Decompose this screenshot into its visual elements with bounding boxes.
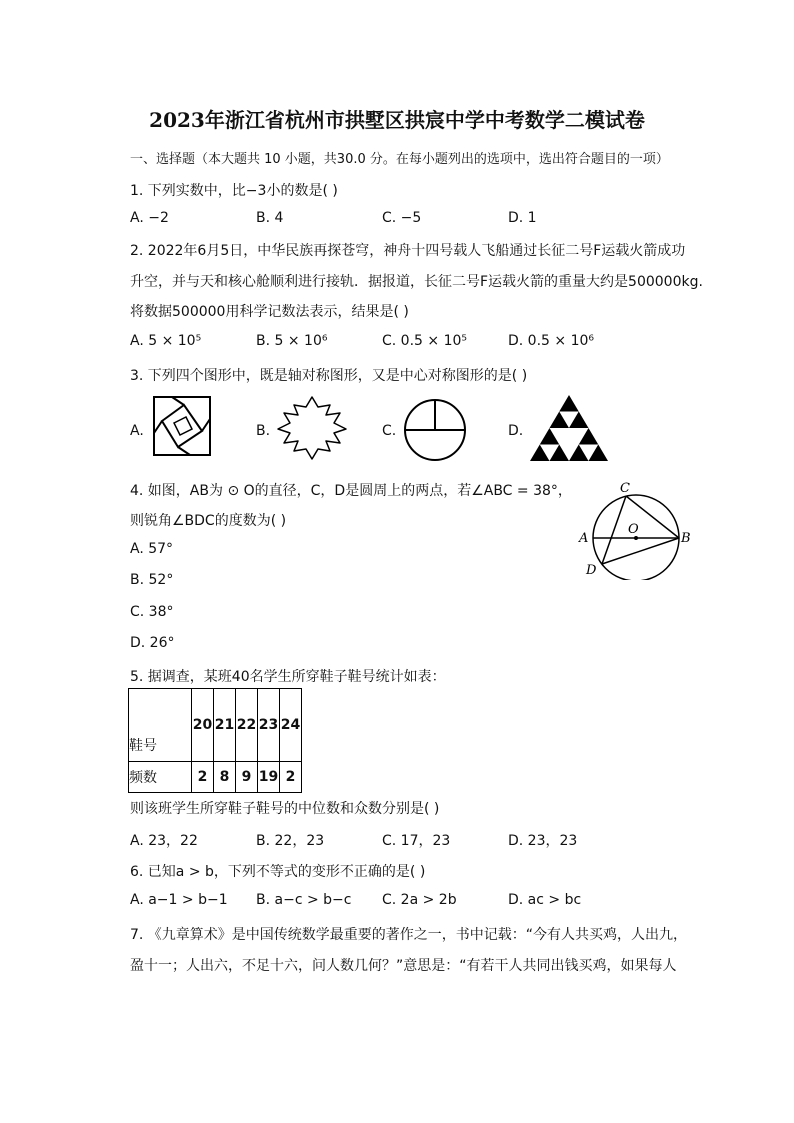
q1-option-d[interactable]: D. 1 — [508, 210, 537, 226]
table-row — [129, 762, 302, 793]
q6-option-c[interactable]: C. 2a > 2b — [382, 892, 457, 908]
label-o: O — [628, 522, 639, 537]
table-row — [129, 689, 302, 762]
q4-option-c[interactable]: C. 38° — [130, 604, 174, 620]
q3-option-a[interactable]: A. — [130, 423, 144, 439]
table-cell: 2 — [280, 762, 302, 793]
q5-option-d[interactable]: D. 23，23 — [508, 833, 578, 849]
q3-option-c[interactable]: C. — [382, 423, 397, 439]
table-cell: 2 — [192, 762, 214, 793]
table-cell: 9 — [236, 762, 258, 793]
q2-option-a[interactable]: A. 5 × 10⁵ — [130, 333, 202, 349]
q3-option-d[interactable]: D. — [508, 423, 524, 439]
label-c: C — [620, 481, 630, 496]
table-cell: 19 — [258, 762, 280, 793]
q1-option-c[interactable]: C. −5 — [382, 210, 422, 226]
question-3-stem: 3. 下列四个图形中，既是轴对称图形，又是中心对称图形的是( ) — [130, 368, 528, 384]
q6-option-a[interactable]: A. a−1 > b−1 — [130, 892, 228, 908]
q6-option-d[interactable]: D. ac > bc — [508, 892, 582, 908]
table-row-label: 频数 — [129, 762, 192, 793]
table-cell: 8 — [214, 762, 236, 793]
figure-d-sierpinski-triangle — [528, 393, 610, 463]
q3-option-b[interactable]: B. — [256, 423, 271, 439]
question-2-line-3: 将数据500000用科学记数法表示，结果是( ) — [130, 304, 409, 320]
table-cell: 21 — [214, 689, 236, 762]
q4-option-d[interactable]: D. 26° — [130, 635, 175, 651]
table-cell: 22 — [236, 689, 258, 762]
question-7-line-2: 盈十一；人出六，不足十六，问人数几何？”意思是：“有若干人共同出钱买鸡，如果每人 — [130, 958, 677, 974]
table-cell: 24 — [280, 689, 302, 762]
q6-option-b[interactable]: B. a−c > b−c — [256, 892, 352, 908]
figure-b-koch-snowflake — [274, 393, 350, 463]
figure-a-square-pinwheel — [150, 393, 214, 459]
q5-option-a[interactable]: A. 23，22 — [130, 833, 198, 849]
page-title: 2023年浙江省杭州市拱墅区拱宸中学中考数学二模试卷 — [149, 108, 645, 132]
q1-option-a[interactable]: A. −2 — [130, 210, 169, 226]
question-5-prompt: 则该班学生所穿鞋子鞋号的中位数和众数分别是( ) — [130, 801, 440, 817]
label-a: A — [579, 531, 589, 546]
q5-option-b[interactable]: B. 22，23 — [256, 833, 325, 849]
table-row-label: 鞋号 — [129, 689, 192, 762]
question-4-line-2: 则锐角∠BDC的度数为( ) — [130, 513, 287, 529]
q2-option-c[interactable]: C. 0.5 × 10⁵ — [382, 333, 467, 349]
question-2-line-1: 2. 2022年6月5日，中华民族再探苍穹，神舟十四号载人飞船通过长征二号F运载火箭成功 — [130, 243, 686, 259]
question-7-line-1: 7. 《九章算术》是中国传统数学最重要的著作之一，书中记载：“今有人共买鸡，人出九， — [130, 927, 688, 943]
question-6-stem: 6. 已知a > b，下列不等式的变形不正确的是( ) — [130, 864, 426, 880]
table-cell: 20 — [192, 689, 214, 762]
table-cell: 23 — [258, 689, 280, 762]
label-b: B — [681, 531, 691, 546]
question-4-line-1: 4. 如图，AB为 ⊙ O的直径，C，D是圆周上的两点，若∠ABC = 38°， — [130, 483, 572, 499]
question-1-stem: 1. 下列实数中，比−3小的数是( ) — [130, 183, 338, 199]
q5-option-c[interactable]: C. 17，23 — [382, 833, 451, 849]
q2-option-b[interactable]: B. 5 × 10⁶ — [256, 333, 328, 349]
q1-option-b[interactable]: B. 4 — [256, 210, 284, 226]
shoe-size-table — [128, 688, 302, 793]
q2-option-d[interactable]: D. 0.5 × 10⁶ — [508, 333, 595, 349]
label-d: D — [586, 563, 597, 578]
question-2-line-2: 升空，并与天和核心舱顺利进行接轨．据报道，长征二号F运载火箭的重量大约是500000kg. — [130, 274, 703, 290]
figure-q4-circle — [576, 476, 696, 580]
q4-option-b[interactable]: B. 52° — [130, 572, 174, 588]
section-heading: 一、选择题（本大题共 10 小题，共30.0 分。在每小题列出的选项中，选出符合题目的一项） — [130, 152, 669, 167]
q4-option-a[interactable]: A. 57° — [130, 541, 174, 557]
question-5-stem: 5. 据调查，某班40名学生所穿鞋子鞋号统计如表： — [130, 669, 446, 685]
figure-c-circle-cross — [402, 397, 468, 463]
